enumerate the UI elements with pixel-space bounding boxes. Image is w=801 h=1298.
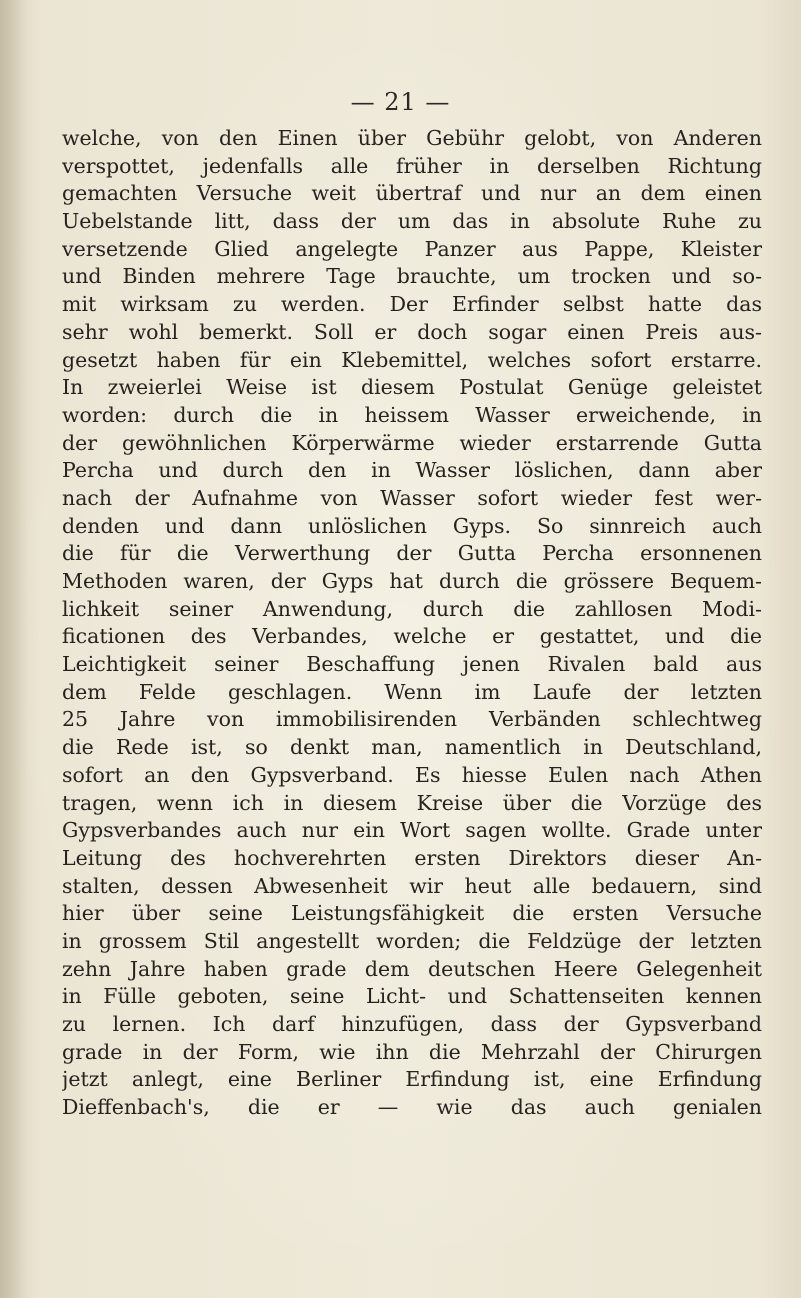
- text-line: Percha und durch den in Wasser löslichen, dann aber: [62, 458, 762, 483]
- text-line: gemachten Versuche weit übertraf und nur an dem einen: [62, 181, 762, 206]
- text-line: zehn Jahre haben grade dem deutschen Heere Gelegenheit: [62, 956, 762, 981]
- text-line: Uebelstande litt, dass der um das in absolute Ruhe zu: [62, 209, 762, 234]
- text-line: gesetzt haben für ein Klebemittel, welches sofort erstarre.: [62, 347, 762, 372]
- text-line: der gewöhnlichen Körperwärme wieder erstarrende Gutta: [62, 430, 762, 455]
- text-line: versetzende Glied angelegte Panzer aus Pappe, Kleister: [62, 236, 762, 261]
- text-line: dem Felde geschlagen. Wenn im Laufe der letzten: [62, 679, 762, 704]
- text-line: die Rede ist, so denkt man, namentlich in Deutschland,: [62, 735, 762, 760]
- text-line: Dieffenbach's, die er — wie das auch genialen: [62, 1095, 762, 1120]
- text-line: mit wirksam zu werden. Der Erfinder selbst hatte das: [62, 292, 762, 317]
- text-line: hier über seine Leistungsfähigkeit die ersten Versuche: [62, 901, 762, 926]
- text-line: Leichtigkeit seiner Beschaffung jenen Rivalen bald aus: [62, 652, 762, 677]
- text-line: In zweierlei Weise ist diesem Postulat Genüge geleistet: [62, 375, 762, 400]
- text-line: nach der Aufnahme von Wasser sofort wieder fest wer-: [62, 485, 762, 510]
- text-line: Methoden waren, der Gyps hat durch die grössere Bequem-: [62, 569, 762, 593]
- text-line: in Fülle geboten, seine Licht- und Schattenseiten kennen: [62, 984, 762, 1009]
- text-line: sofort an den Gypsverband. Es hiesse Eulen nach Athen: [62, 762, 762, 787]
- spine-shadow: [0, 0, 28, 1298]
- text-line: welche, von den Einen über Gebühr gelobt, von Anderen: [62, 126, 762, 150]
- text-line: tragen, wenn ich in diesem Kreise über die Vorzüge des: [62, 790, 762, 815]
- text-line: sehr wohl bemerkt. Soll er doch sogar einen Preis aus-: [62, 319, 762, 344]
- text-line: in grossem Stil angestellt worden; die Feldzüge der letzten: [62, 928, 762, 953]
- body-text: [62, 125, 762, 1122]
- text-line: grade in der Form, wie ihn die Mehrzahl der Chirurgen: [62, 1039, 762, 1064]
- text-line: Leitung des hochverehrten ersten Direktors dieser An-: [62, 845, 762, 870]
- text-line: Gypsverbandes auch nur ein Wort sagen wollte. Grade unter: [62, 818, 762, 843]
- text-line: worden: durch die in heissem Wasser erweichende, in: [62, 402, 762, 427]
- text-line: die für die Verwerthung der Gutta Percha ersonnenen: [62, 541, 762, 566]
- text-line: ficationen des Verbandes, welche er gestattet, und die: [62, 624, 762, 649]
- text-line: lichkeit seiner Anwendung, durch die zahllosen Modi-: [62, 596, 762, 621]
- text-line: 25 Jahre von immobilisirenden Verbänden schlechtweg: [62, 707, 762, 732]
- text-line: denden und dann unlöslichen Gyps. So sinnreich auch: [62, 513, 762, 538]
- text-line: und Binden mehrere Tage brauchte, um trocken und so-: [62, 264, 762, 289]
- page-number: — 21 —: [350, 88, 451, 116]
- text-line: stalten, dessen Abwesenheit wir heut alle bedauern, sind: [62, 873, 762, 898]
- text-line: zu lernen. Ich darf hinzufügen, dass der Gypsverband: [62, 1012, 762, 1036]
- text-line: jetzt anlegt, eine Berliner Erfindung ist, eine Erfindung: [62, 1067, 762, 1092]
- text-line: verspottet, jedenfalls alle früher in derselben Richtung: [62, 153, 762, 178]
